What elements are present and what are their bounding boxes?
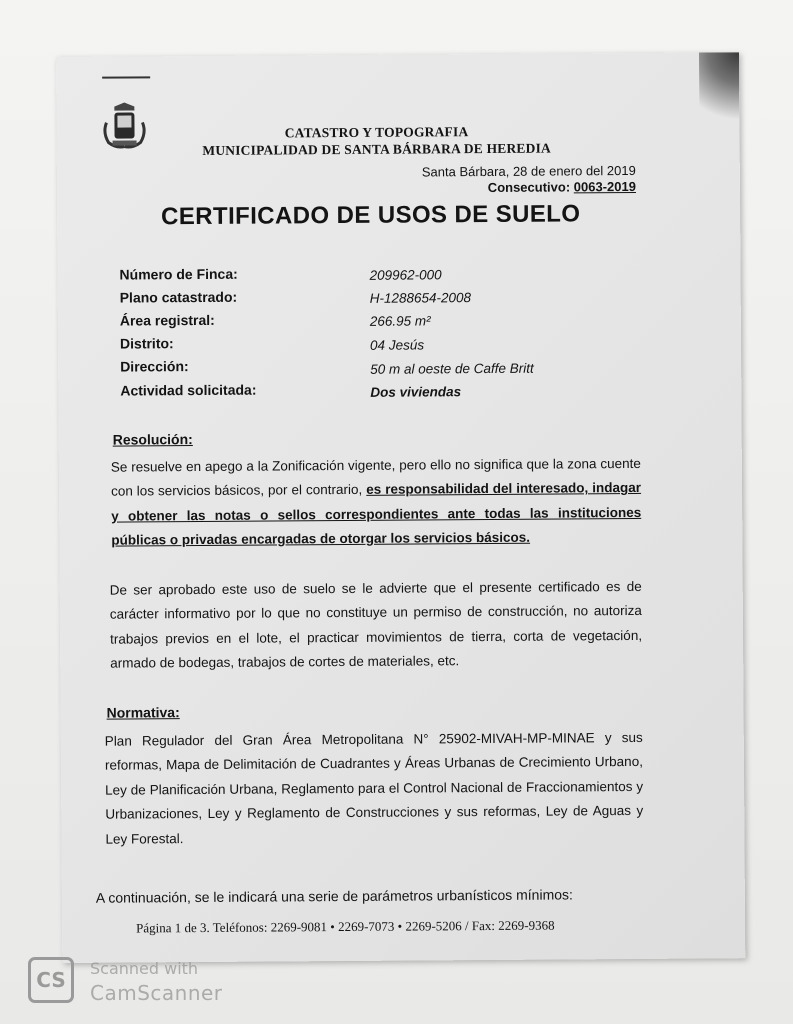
- resolucion-text: Se resuelve en apego a la Zonificación vigente, pero ello no significa que la zona cuente con los servicios básicos, por el contrario,: [110, 455, 641, 500]
- normativa-paragraph: Plan Regulador del Gran Área Metropolitana N° 25902-MIVAH-MP-MINAE y sus reformas, Mapa de Delimitación de Cuadrantes y Áreas Urbanas de Crecimiento Urbano, Ley de Planificación Urbana, Reglamento para el Control Nacional de Fraccionamientos y Urbanizaciones, Ley y Reglamento de Construcciones y sus reformas, Ley de Aguas y Ley Forestal.: [104, 729, 644, 847]
- resolucion-underlined-text: es responsabilidad del interesado, indagar y obtener las notas o sellos correspondientes ante todas las instituciones públicas o privadas encargadas de otorgar los servicios básicos.: [111, 480, 642, 548]
- document-title: CERTIFICADO DE USOS DE SUELO: [161, 200, 581, 231]
- document-page: [56, 52, 745, 963]
- field-label-actividad: Actividad solicitada:: [120, 381, 257, 399]
- field-value-distrito: 04 Jesús: [369, 337, 425, 353]
- header-municipality: MUNICIPALIDAD DE SANTA BÁRBARA DE HEREDIA: [202, 140, 552, 158]
- document-date: Santa Bárbara, 28 de enero del 2019: [421, 162, 636, 180]
- consecutive-label: Consecutivo:: [487, 179, 571, 195]
- consecutive-number: [488, 179, 636, 195]
- resolucion-heading: Resolución:: [112, 431, 193, 448]
- field-value-direccion: 50 m al oeste de Caffe Britt: [370, 360, 534, 377]
- field-label-area: Área registral:: [119, 311, 215, 329]
- field-value-area: 266.95 m²: [369, 313, 431, 329]
- camscanner-logo-icon: CS: [28, 957, 74, 1003]
- normativa-heading: Normativa:: [106, 704, 180, 721]
- resolucion-warning-paragraph: De ser aprobado este uso de suelo se le advierte que el presente certificado es de carácter informativo por lo que no constituye un permiso de construcción, no autoriza trabajos previos en el lote, el practicar movimientos de tierra, corta de vegetación, armado de bodegas, trabajos de cortes de materiales, etc.: [109, 578, 643, 671]
- field-label-distrito: Distrito:: [119, 335, 174, 352]
- municipal-crest-icon: [98, 100, 150, 152]
- field-label-finca: Número de Finca:: [119, 265, 238, 283]
- field-value-finca: 209962-000: [369, 267, 442, 283]
- resolucion-paragraph: [111, 452, 642, 553]
- field-label-direccion: Dirección:: [120, 358, 189, 375]
- field-label-plano: Plano catastrado:: [119, 288, 238, 306]
- watermark-line2: CamScanner: [90, 981, 223, 1005]
- field-value-plano: H-1288654-2008: [369, 290, 472, 306]
- top-mark: [102, 76, 150, 78]
- page-footer: Página 1 de 3. Teléfonos: 2269-9081 • 2269-7073 • 2269-5206 / Fax: 2269-9368: [136, 917, 555, 936]
- header-department: CATASTRO Y TOPOGRAFIA: [284, 124, 469, 141]
- consecutive-value: 0063-2019: [573, 178, 636, 195]
- field-value-actividad: Dos viviendas: [370, 384, 462, 400]
- watermark-line1: Scanned with: [90, 959, 199, 978]
- continuation-text: A continuación, se le indicará una serie de parámetros urbanísticos mínimos:: [95, 886, 573, 906]
